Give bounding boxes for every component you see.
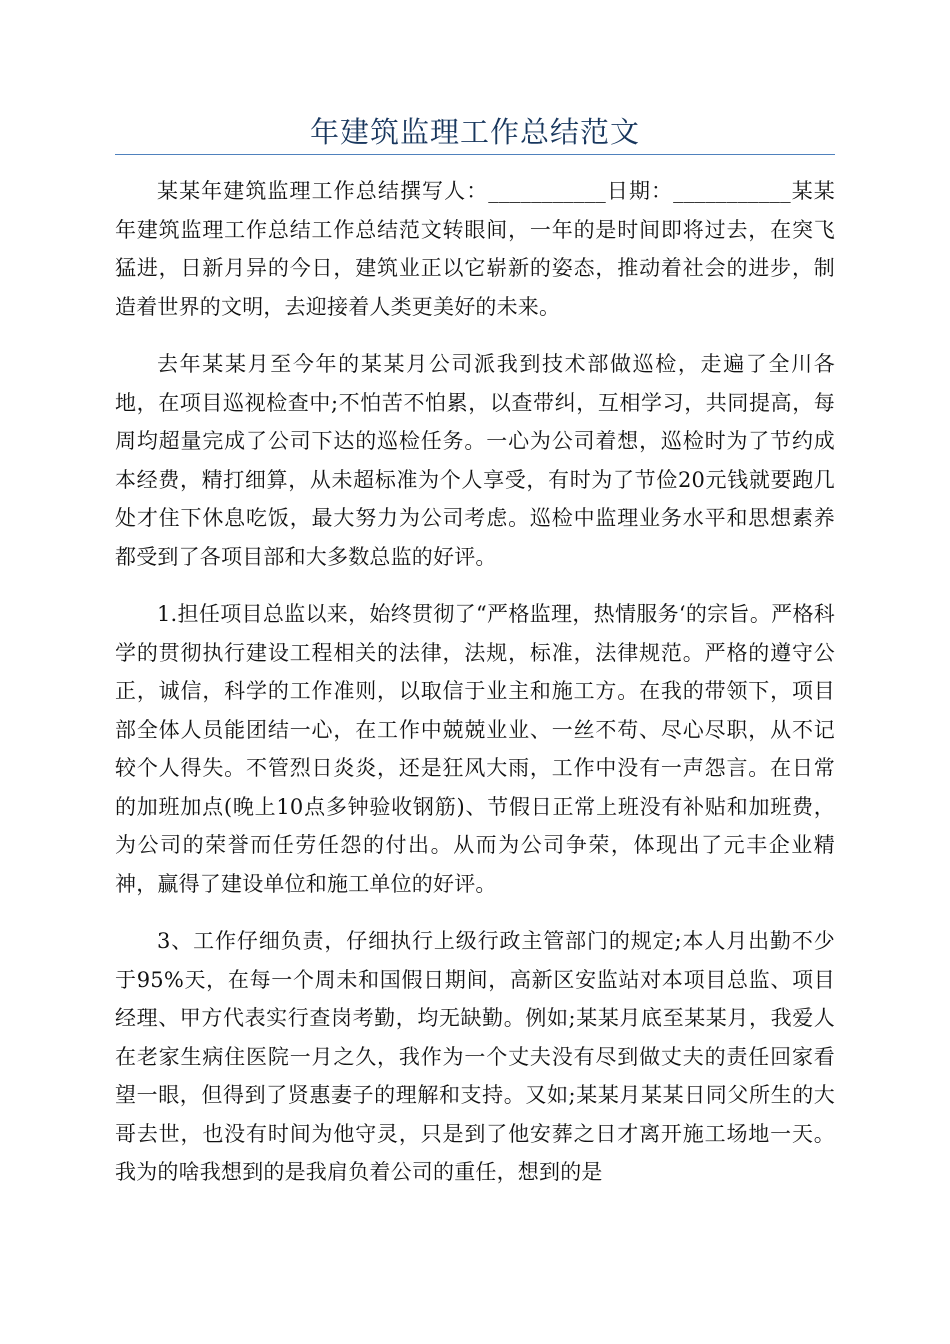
document-title: 年建筑监理工作总结范文 [309,115,640,149]
title-underline [115,154,835,155]
paragraph-attendance: 3、工作仔细负责，仔细执行上级行政主管部门的规定;本人月出勤不少于95%天，在每一个周未和国假日期间，高新区安监站对本项目总监、项目经理、甲方代表实行查岗考勤，均无缺勤。例如;某某月底至某某月，我爱人在老家生病住医院一月之久，我作为一个丈夫没有尽到做丈夫的责任回家看望一眼，但得到了贤惠妻子的理解和支持。又如;某某月某某日同父所生的大哥去世，也没有时间为他守灵，只是到了他安葬之日才离开施工场地一天。我为的啥我想到的是我肩负着公司的重任，想到的是 [115,929,835,1184]
paragraph-inspection: 去年某某月至今年的某某月公司派我到技术部做巡检，走遍了全川各地，在项目巡视检查中;不怕苦不怕累，以查带纠，互相学习，共同提高，每周均超量完成了公司下达的巡检任务。一心为公司着想，巡检时为了节约成本经费，精打细算，从未超标准为个人享受，有时为了节俭20元钱就要跑几处才住下休息吃饭，最大努力为公司考虑。巡检中监理业务水平和思想素养都受到了各项目部和大多数总监的好评。 [115,352,835,569]
paragraph-project-director: 1.担任项目总监以来，始终贯彻了“严格监理，热情服务‘的宗旨。严格科学的贯彻执行建设工程相关的法律，法规，标准，法律规范。严格的遵守公正，诚信，科学的工作准则，以取信于业主和施工方。在我的带领下，项目部全体人员能团结一心，在工作中兢兢业业、一丝不苟、尽心尽职，从不记较个人得失。不管烈日炎炎，还是狂风大雨，工作中没有一声怨言。在日常的加班加点(晚上10点多钟验收钢筋)、节假日正常上班没有补贴和加班费，为公司的荣誉而任劳任怨的付出。从而为公司争荣，体现出了元丰企业精神，赢得了建设单位和施工单位的好评。 [115,602,835,896]
paragraph-intro: 某某年建筑监理工作总结撰写人：___________日期：___________某某年建筑监理工作总结工作总结范文转眼间，一年的是时间即将过去，在突飞猛进，日新月异的今日，建筑业正以它崭新的姿态，推动着社会的进步，制造着世界的文明，去迎接着人类更美好的未来。 [115,179,835,319]
document-body [115,172,835,1211]
